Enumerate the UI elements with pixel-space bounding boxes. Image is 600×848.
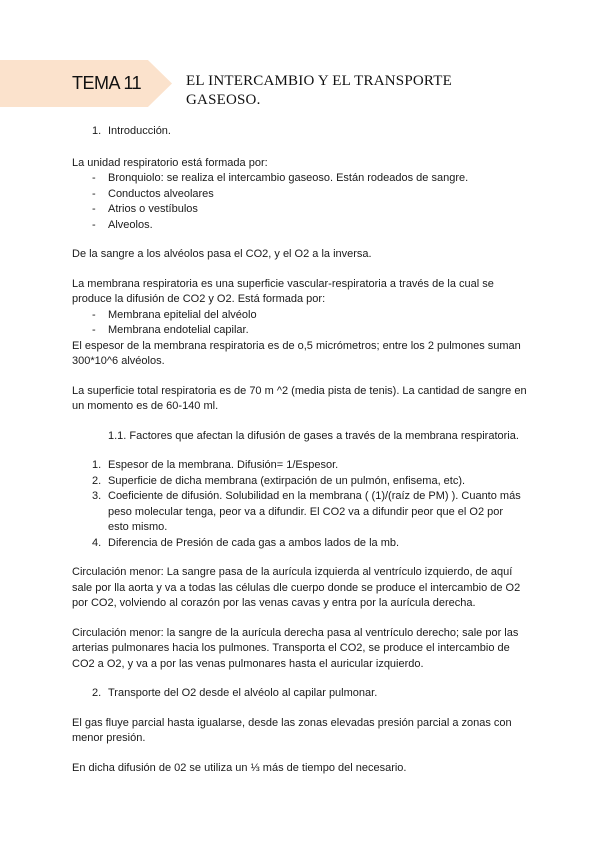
diffusion-paragraph: En dicha difusión de 02 se utiliza un ⅓ más de tiempo del necesario. [72, 761, 407, 774]
circulation-paragraph-line: Circulación menor: La sangre pasa de la aurícula izquierda al ventrículo izquierdo, de aquí [72, 566, 513, 578]
list-item [72, 308, 532, 324]
list-item-text: Membrana epitelial del alvéolo [108, 308, 257, 321]
thickness-paragraph-line: 300*10^6 alvéolos. [72, 355, 165, 367]
list-item-text: Bronquiolo: se realiza el intercambio gaseoso. Están rodeados de sangre. [108, 172, 469, 184]
factor-item [72, 536, 532, 552]
list-item-text: Atrios o vestíbulos [108, 203, 198, 215]
circulation-paragraph-line: CO2 a O2, y va a por las venas pulmonares hasta el auricular izquierdo. [72, 657, 424, 670]
flow-paragraph-line: menor presión. [72, 732, 146, 744]
section-1-title: Introducción. [108, 125, 171, 137]
list-item [72, 187, 532, 203]
list-item-text: Membrana endotelial capilar. [108, 324, 249, 336]
circulation-paragraph-line: por CO2, volviendo al corazón por las venas cavas y entra por la aurícula derecha. [72, 597, 476, 609]
gas-exchange-paragraph: De la sangre a los alvéolos pasa el CO2, y el O2 a la inversa. [72, 248, 372, 260]
document-title-line-1: EL INTERCAMBIO Y EL TRANSPORTE [186, 73, 452, 89]
section-2-heading [72, 686, 532, 702]
flow-paragraph-line: El gas fluye parcial hasta igualarse, desde las zonas elevadas presión parcial a zonas con [72, 716, 512, 729]
surface-paragraph-line: La superficie total respiratoria es de 70 m ^2 (media pista de tenis). La cantidad de sangre en [72, 384, 527, 397]
circulation-paragraph-line: Circulación menor: la sangre de la aurícula derecha pasa al ventrículo derecho; sale por las [72, 626, 519, 639]
factor-text-line: peso molecular tenga, peor va a difundir. El CO2 va a difundir peor que el O2 por [108, 505, 504, 518]
factor-text: Diferencia de Presión de cada gas a ambos lados de la mb. [108, 536, 400, 549]
circulation-paragraph-line: arterias pulmonares hacia los pulmones. Transporta el CO2, se produce el intercambio de [72, 642, 510, 654]
factor-text-line: Coeficiente de difusión. Solubilidad en la membrana ( (1)/(raíz de PM) ). Cuanto más [108, 490, 521, 502]
dash-bullet: - [92, 187, 96, 200]
factor-number: 3. [92, 490, 102, 502]
factor-text: Superficie de dicha membrana (extirpación de un pulmón, enfisema, etc). [108, 474, 466, 487]
factor-item [72, 489, 532, 536]
document-title [186, 72, 566, 110]
dash-bullet: - [92, 218, 96, 231]
factor-number: 4. [92, 536, 102, 549]
membrane-paragraph-line: produce la difusión de CO2 y O2. Está formada por: [72, 293, 326, 305]
list-item [72, 218, 532, 234]
list-item [72, 171, 532, 187]
factor-number: 1. [92, 459, 102, 471]
list-item-text: Conductos alveolares [108, 187, 214, 200]
document-body [72, 124, 532, 776]
dash-bullet: - [92, 203, 96, 215]
factor-item [72, 458, 532, 474]
dash-bullet: - [92, 308, 96, 321]
respiratory-unit-intro: La unidad respiratorio está formada por: [72, 156, 268, 169]
section-1-number: 1. [92, 125, 102, 137]
list-item-text: Alveolos. [108, 218, 153, 231]
factor-text-line: esto mismo. [108, 521, 168, 533]
membrane-paragraph-line: La membrana respiratoria es una superficie vascular-respiratoria a través de la cual se [72, 277, 494, 290]
document-title-line-2: GASEOSO. [186, 92, 261, 108]
section-1-heading [72, 124, 532, 140]
section-2-number: 2. [92, 687, 102, 699]
thickness-paragraph-line: El espesor de la membrana respiratoria es de o,5 micrómetros; entre los 2 pulmones suman [72, 339, 521, 352]
factor-text: Espesor de la membrana. Difusión= 1/Espesor. [108, 459, 339, 471]
topic-tab-label: TEMA 11 [72, 73, 142, 93]
surface-paragraph-line: un momento es de 60-140 ml. [72, 400, 219, 412]
list-item [72, 202, 532, 218]
circulation-paragraph-line: sale por lla aorta y va a todas las células dle cuerpo donde se produce el intercambio de O2 [72, 581, 521, 594]
section-1-1-heading: 1.1. Factores que afectan la difusión de gases a través de la membrana respiratoria. [108, 429, 519, 442]
list-item [72, 323, 532, 339]
section-2-title: Transporte del O2 desde el alvéolo al capilar pulmonar. [108, 687, 378, 699]
factor-text [108, 489, 521, 536]
dash-bullet: - [92, 172, 96, 184]
factor-number: 2. [92, 474, 102, 487]
factor-item [72, 474, 532, 490]
dash-bullet: - [92, 324, 96, 336]
